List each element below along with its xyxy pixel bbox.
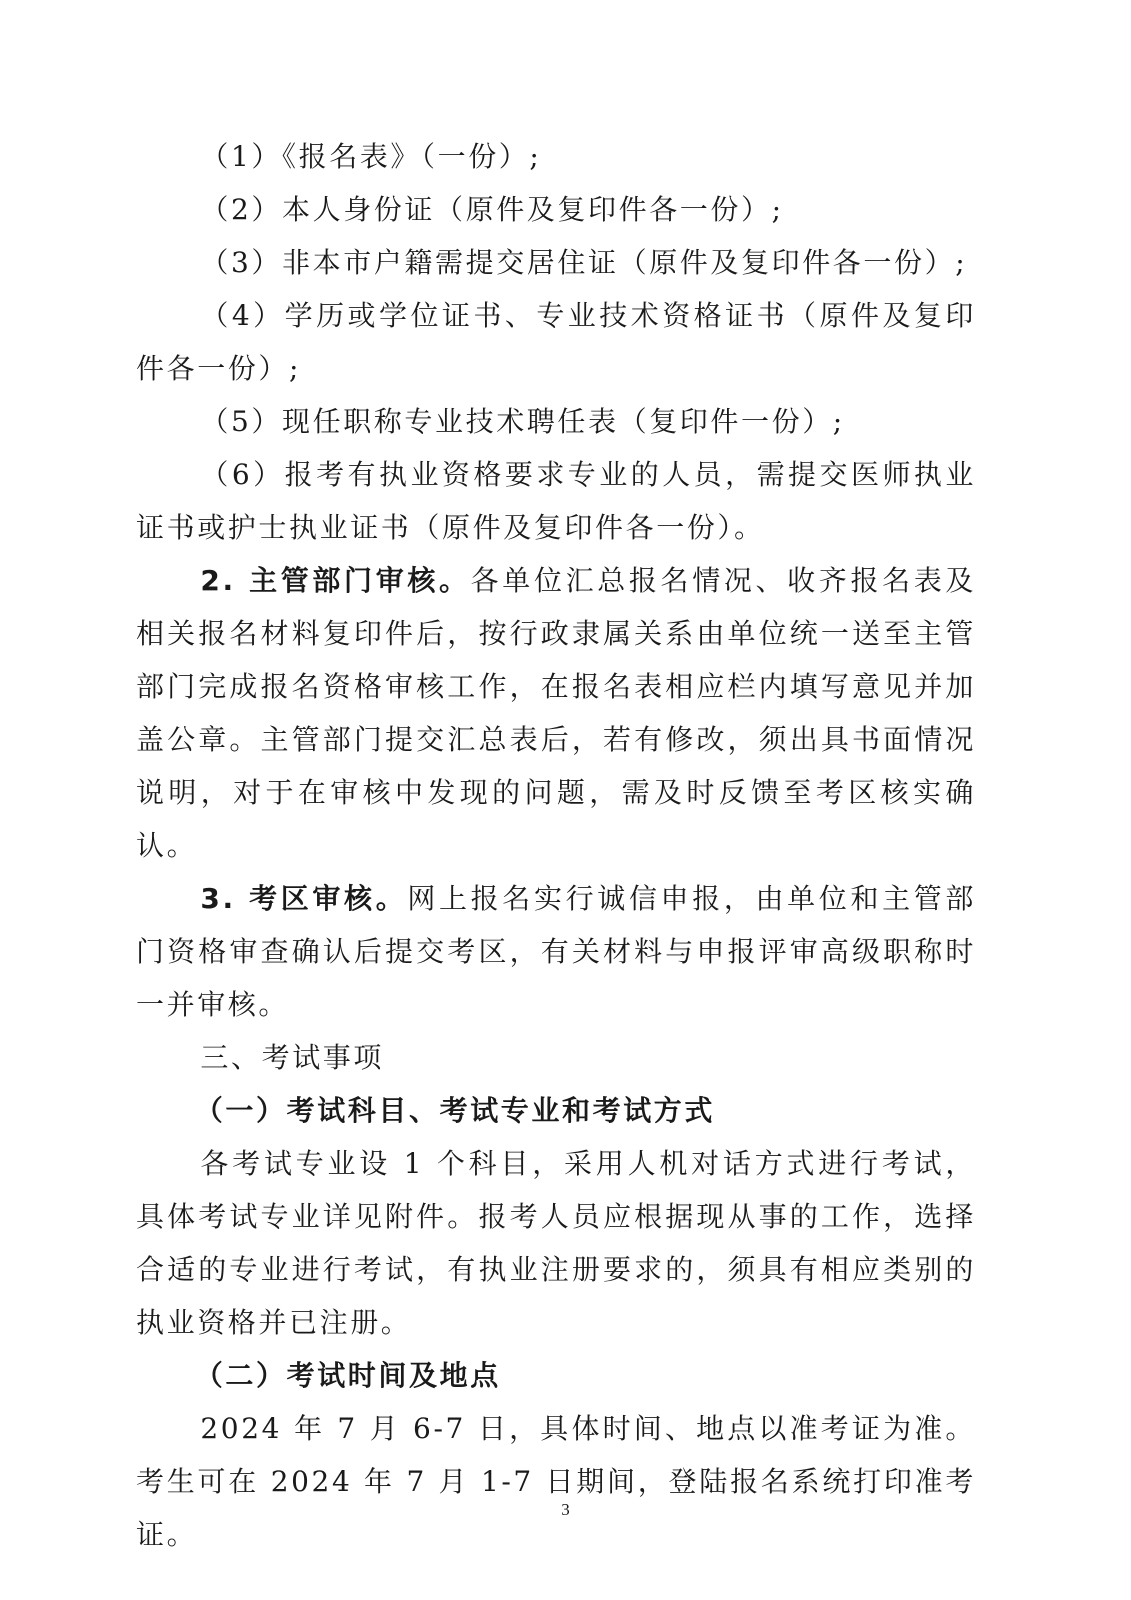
item-3: （3）非本市户籍需提交居住证（原件及复印件各一份）; [200, 246, 968, 279]
page-number: 3 [561, 1500, 570, 1519]
section-2-paragraph [136, 554, 976, 872]
item-4: （4）学历或学位证书、专业技术资格证书（原件及复印件各一份）; [136, 299, 976, 385]
item-6: （6）报考有执业资格要求专业的人员，需提交医师执业证书或护士执业证书（原件及复印件各一份）。 [136, 458, 976, 544]
heading-main: 三、考试事项 [200, 1041, 384, 1074]
sub-heading-1: （一）考试科目、考试专业和考试方式 [194, 1094, 715, 1127]
section-3-body: 网上报名实行诚信申报，由单位和主管部门资格审查确认后提交考区，有关材料与申报评审高级职称时一并审核。 [136, 882, 976, 1021]
section-2-title: 2. 主管部门审核。 [200, 564, 471, 597]
sub-1-body: 各考试专业设 1 个科目，采用人机对话方式进行考试，具体考试专业详见附件。报考人员应根据现从事的工作，选择合适的专业进行考试，有执业注册要求的，须具有相应类别的执业资格并已注册。 [136, 1147, 976, 1339]
section-2-body: 各单位汇总报名情况、收齐报名表及相关报名材料复印件后，按行政隶属关系由单位统一送至主管部门完成报名资格审核工作，在报名表相应栏内填写意见并加盖公章。主管部门提交汇总表后，若有修改，须出具书面情况说明，对于在审核中发现的问题，需及时反馈至考区核实确认。 [136, 564, 976, 862]
document-body [136, 130, 976, 1561]
item-2: （2）本人身份证（原件及复印件各一份）; [200, 193, 784, 226]
sub-heading-2: （二）考试时间及地点 [194, 1359, 501, 1392]
section-3-title: 3. 考区审核。 [200, 882, 408, 915]
section-3-paragraph [136, 872, 976, 1031]
item-1: （1）《报名表》（一份）; [200, 140, 542, 173]
sub-2-body: 2024 年 7 月 6-7 日，具体时间、地点以准考证为准。考生可在 2024 年 7 月 1-7 日期间，登陆报名系统打印准考证。 [136, 1412, 976, 1551]
item-5: （5）现任职称专业技术聘任表（复印件一份）; [200, 405, 845, 438]
